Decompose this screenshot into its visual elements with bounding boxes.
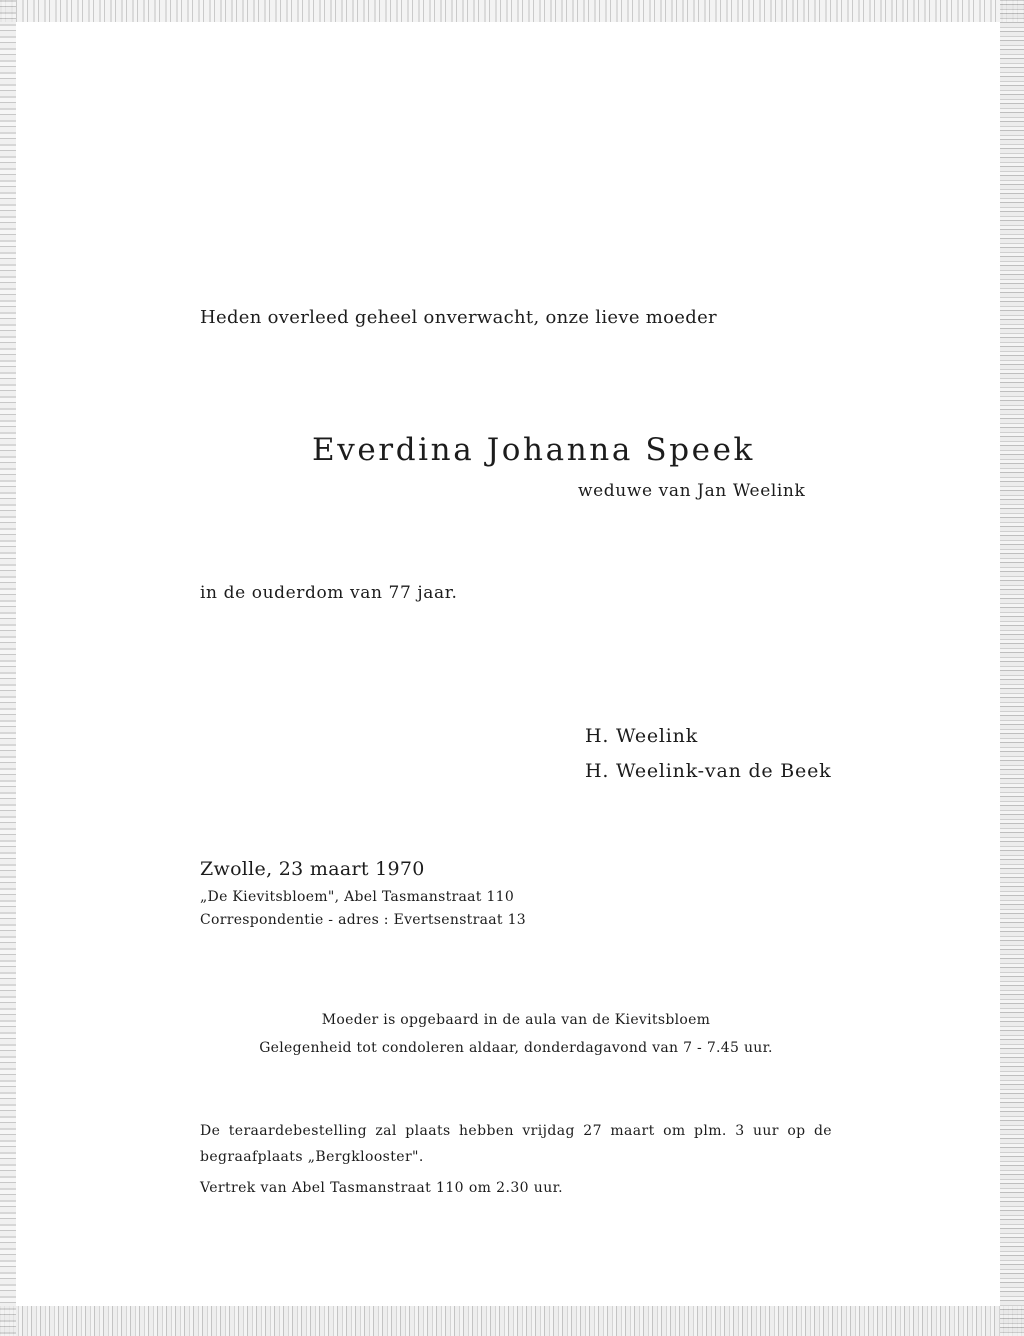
- burial-line: begraafplaats „Bergklooster".: [200, 1149, 424, 1165]
- scan-border-top: [0, 0, 1024, 22]
- signatory: H. Weelink: [585, 725, 699, 747]
- deceased-name: Everdina Johanna Speek: [312, 432, 755, 468]
- burial-line: De teraardebestelling zal plaats hebben vrijdag 27 maart om plm. 3 uur op de: [200, 1123, 832, 1139]
- scan-border-right: [1000, 0, 1024, 1336]
- viewing-line: Gelegenheid tot condoleren aldaar, donderdagavond van 7 - 7.45 uur.: [259, 1040, 773, 1056]
- scan-border-left: [0, 0, 16, 1336]
- place-date: Zwolle, 23 maart 1970: [200, 858, 425, 880]
- age-line: in de ouderdom van 77 jaar.: [200, 583, 458, 603]
- intro-line: Heden overleed geheel onverwacht, onze lieve moeder: [200, 307, 717, 328]
- burial-line: Vertrek van Abel Tasmanstraat 110 om 2.30 uur.: [200, 1180, 564, 1196]
- scan-border-bottom: [0, 1306, 1024, 1336]
- correspondence-address: Correspondentie - adres : Evertsenstraat 13: [200, 912, 526, 928]
- viewing-line: Moeder is opgebaard in de aula van de Kievitsbloem: [321, 1012, 711, 1028]
- home-address: „De Kievitsbloem", Abel Tasmanstraat 110: [200, 889, 515, 905]
- signatory: H. Weelink-van de Beek: [585, 760, 832, 782]
- widow-of-line: weduwe van Jan Weelink: [578, 481, 806, 501]
